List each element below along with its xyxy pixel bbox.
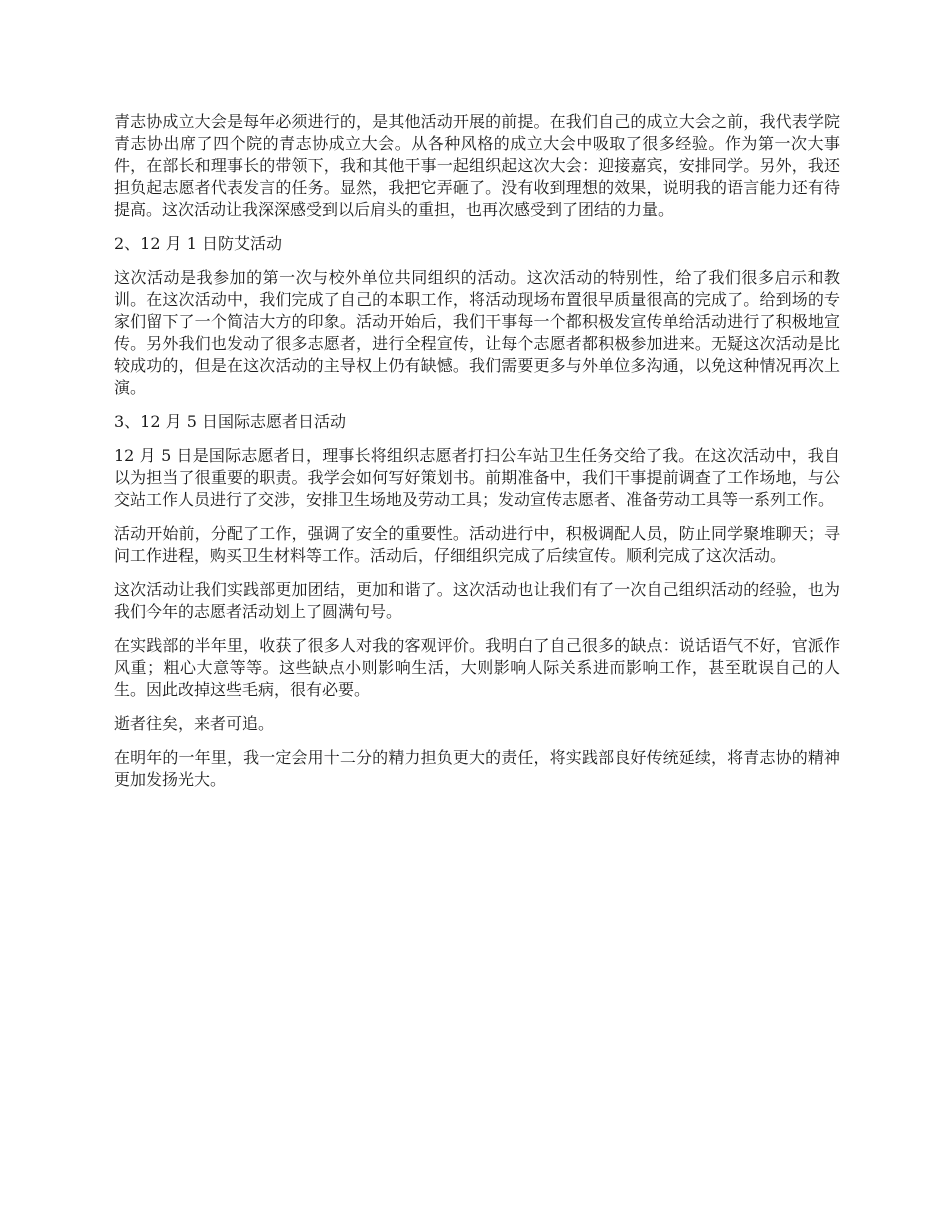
paragraph-motto: 逝者往矣，来者可追。 <box>114 714 275 733</box>
paragraph-activity-process: 活动开始前，分配了工作，强调了安全的重要性。活动进行中，积极调配人员，防止同学聚堆聊天；寻问工作进程，购买卫生材料等工作。活动后，仔细组织完成了后续宣传。顺利完成了这次活动。 <box>114 524 840 565</box>
section-heading-aids-day: 2、12 月 1 日防艾活动 <box>114 234 282 253</box>
paragraph-aids-day: 这次活动是我参加的第一次与校外单位共同组织的活动。这次活动的特别性，给了我们很多启示和教训。在这次活动中，我们完成了自己的本职工作，将活动现场布置很早质量很高的完成了。给到场的专家们留下了一个简洁大方的印象。活动开始后，我们干事每一个都积极发宣传单给活动进行了积极地宣传。另外我们也发动了很多志愿者，进行全程宣传，让每个志愿者都积极参加进来。无疑这次活动是比较成功的，但是在这次活动的主导权上仍有缺憾。我们需要更多与外单位多沟通，以免这种情况再次上演。 <box>114 268 840 397</box>
document-body <box>114 111 840 803</box>
paragraph-next-year: 在明年的一年里，我一定会用十二分的精力担负更大的责任，将实践部良好传统延续，将青志协的精神更加发扬光大。 <box>114 748 840 789</box>
paragraph-assembly: 青志协成立大会是每年必须进行的，是其他活动开展的前提。在我们自己的成立大会之前，我代表学院青志协出席了四个院的青志协成立大会。从各种风格的成立大会中吸取了很多经验。作为第一次大事件，在部长和理事长的带领下，我和其他干事一起组织起这次大会：迎接嘉宾，安排同学。另外，我还担负起志愿者代表发言的任务。显然，我把它弄砸了。没有收到理想的效果，说明我的语言能力还有待提高。这次活动让我深深感受到以后肩头的重担，也再次感受到了团结的力量。 <box>114 112 840 219</box>
paragraph-activity-result: 这次活动让我们实践部更加团结，更加和谐了。这次活动也让我们有了一次自己组织活动的经验，也为我们今年的志愿者活动划上了圆满句号。 <box>114 580 840 621</box>
paragraph-volunteer-day: 12 月 5 日是国际志愿者日，理事长将组织志愿者打扫公车站卫生任务交给了我。在这次活动中，我自以为担当了很重要的职责。我学会如何写好策划书。前期准备中，我们干事提前调查了工作场地，与公交站工作人员进行了交涉，安排卫生场地及劳动工具；发动宣传志愿者、准备劳动工具等一系列工作。 <box>114 446 840 509</box>
paragraph-self-review: 在实践部的半年里，收获了很多人对我的客观评价。我明白了自己很多的缺点：说话语气不好，官派作风重；粗心大意等等。这些缺点小则影响生活，大则影响人际关系进而影响工作，甚至耽误自己的人生。因此改掉这些毛病，很有必要。 <box>114 636 840 699</box>
section-heading-volunteer-day: 3、12 月 5 日国际志愿者日活动 <box>114 412 346 431</box>
